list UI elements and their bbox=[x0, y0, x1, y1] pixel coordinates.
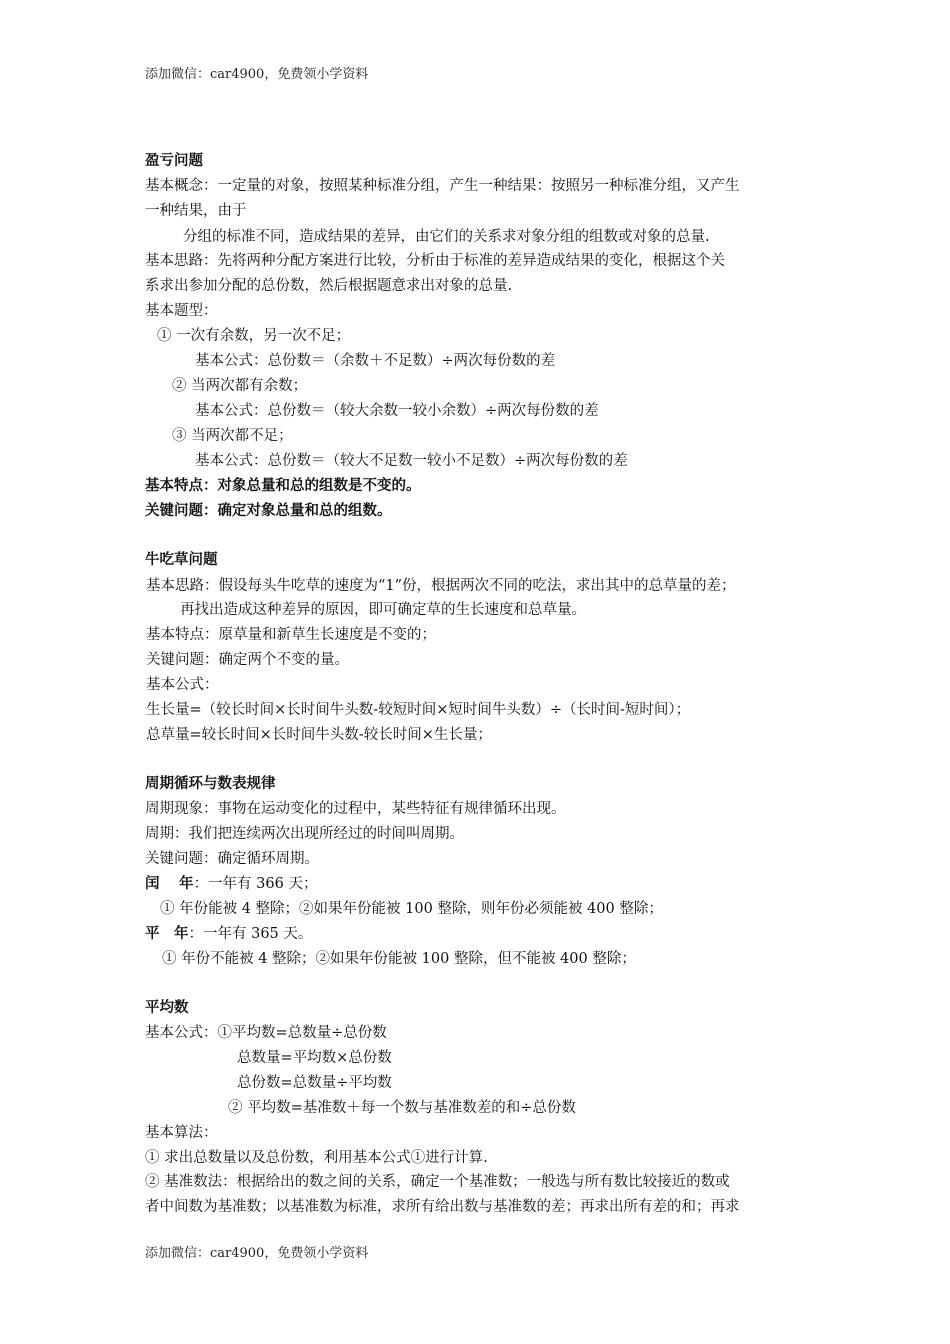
text-line: 周期现象：事物在运动变化的过程中，某些特征有规律循环出现。 bbox=[145, 801, 566, 817]
common-year-line bbox=[145, 924, 312, 944]
page-footer: 添加微信：car4900，免费领小学资料 bbox=[145, 1246, 369, 1261]
common-year-label: 平 年 bbox=[145, 925, 189, 942]
section-title-pingjun: 平均数 bbox=[145, 999, 189, 1016]
text-line: 基本概念：一定量的对象，按照某种标准分组，产生一种结果：按照另一种标准分组，又产生 bbox=[145, 178, 740, 194]
text-line: ① 求出总数量以及总份数，利用基本公式①进行计算. bbox=[145, 1150, 488, 1166]
text-line: ② 当两次都有余数； bbox=[172, 378, 308, 394]
text-line: ① 年份能被 4 整除；②如果年份能被 100 整除，则年份必须能被 400 整除； bbox=[160, 901, 663, 917]
text-line: 基本特点：原草量和新草生长速度是不变的； bbox=[146, 627, 436, 643]
text-line: ② 基准数法：根据给出的数之间的关系，确定一个基准数；一般选与所有数比较接近的数或 bbox=[145, 1174, 730, 1190]
key-question-line: 关键问题：确定对象总量和总的组数。 bbox=[145, 502, 392, 519]
leap-year-label: 闰 年 bbox=[145, 875, 194, 892]
formula-line: 总数量=平均数×总份数 bbox=[237, 1050, 392, 1066]
text-line: 关键问题：确定两个不变的量。 bbox=[146, 652, 349, 668]
text-line: 关键问题：确定循环周期。 bbox=[145, 851, 319, 867]
section-title-yingkui: 盈亏问题 bbox=[145, 152, 203, 169]
leap-year-text: ：一年有 366 天； bbox=[193, 876, 318, 892]
common-year-text: ：一年有 365 天。 bbox=[188, 926, 313, 942]
text-line: 基本题型： bbox=[145, 303, 218, 319]
leap-year-line bbox=[145, 874, 317, 894]
text-line: 再找出造成这种差异的原因，即可确定草的生长速度和总草量。 bbox=[180, 602, 586, 618]
text-line: 基本公式： bbox=[146, 677, 219, 693]
formula-line: 基本公式：总份数＝（较大余数一较小余数）÷两次每份数的差 bbox=[195, 403, 599, 419]
text-line: 分组的标准不同，造成结果的差异，由它们的关系求对象分组的组数或对象的总量. bbox=[183, 229, 710, 245]
text-line: 基本思路：假设每头牛吃草的速度为“1”份，根据两次不同的吃法，求出其中的总草量的差； bbox=[146, 578, 736, 594]
text-line: 基本算法： bbox=[145, 1125, 218, 1141]
formula-line: 基本公式：①平均数=总数量÷总份数 bbox=[145, 1025, 387, 1041]
text-line: 系求出参加分配的总份数，然后根据题意求出对象的总量. bbox=[145, 278, 513, 294]
formula-line: 基本公式：总份数＝（余数＋不足数）÷两次每份数的差 bbox=[195, 353, 556, 369]
text-line: ① 一次有余数，另一次不足； bbox=[157, 328, 351, 344]
key-feature-line: 基本特点：对象总量和总的组数是不变的。 bbox=[145, 477, 421, 494]
text-line: ③ 当两次都不足； bbox=[172, 428, 293, 444]
formula-line: 总份数=总数量÷平均数 bbox=[237, 1075, 392, 1091]
text-line: 者中间数为基准数；以基准数为标准，求所有给出数与基准数的差；再求出所有差的和；再求 bbox=[145, 1199, 740, 1215]
formula-line: 生长量=（较长时间×长时间牛头数-较短时间×短时间牛头数）÷（长时间-短时间）； bbox=[146, 702, 691, 718]
formula-line: 基本公式：总份数＝（较大不足数一较小不足数）÷两次每份数的差 bbox=[195, 453, 628, 469]
section-title-niuchicao: 牛吃草问题 bbox=[145, 551, 218, 568]
section-title-zhouqi: 周期循环与数表规律 bbox=[145, 775, 276, 792]
text-line: 基本思路：先将两种分配方案进行比较，分析由于标准的差异造成结果的变化，根据这个关 bbox=[145, 253, 725, 269]
page-header: 添加微信：car4900，免费领小学资料 bbox=[145, 67, 369, 82]
text-line: 周期：我们把连续两次出现所经过的时间叫周期。 bbox=[145, 826, 464, 842]
text-line: 一种结果，由于 bbox=[145, 203, 247, 219]
formula-line: ② 平均数=基准数＋每一个数与基准数差的和÷总份数 bbox=[228, 1100, 576, 1116]
text-line: ① 年份不能被 4 整除；②如果年份能被 100 整除，但不能被 400 整除； bbox=[162, 951, 636, 967]
formula-line: 总草量=较长时间×长时间牛头数-较长时间×生长量； bbox=[146, 727, 492, 743]
